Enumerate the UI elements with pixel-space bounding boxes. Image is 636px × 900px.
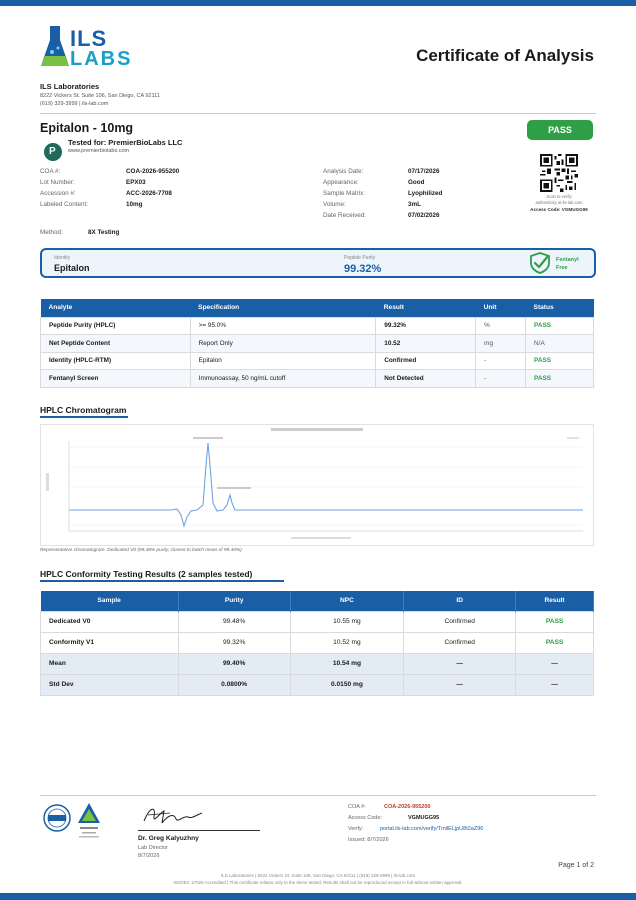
unit-cell: mg	[476, 335, 526, 353]
table-row	[41, 317, 594, 335]
analyte-cell: Identity (HPLC-RTM)	[41, 352, 191, 370]
signer-role: Lab Director	[138, 845, 168, 851]
shield-check-icon	[528, 251, 552, 275]
table-header-row	[41, 299, 594, 317]
unit-cell: -	[476, 352, 526, 370]
status-cell: PASS	[526, 317, 594, 335]
result-cell: PASS	[516, 611, 594, 632]
fentanyl-line-2: Free	[556, 265, 568, 271]
analyte-cell: Peptide Purity (HPLC)	[41, 317, 191, 335]
col-header: Sample	[41, 591, 179, 611]
stat-npc-cell: 0.0150 mg	[290, 674, 404, 695]
info-value: COA-2026-955200	[126, 168, 180, 175]
table-row	[41, 611, 594, 632]
stat-label-cell: Mean	[41, 653, 179, 674]
lab-contact: (619) 329-3999 | ils-lab.com	[40, 101, 109, 107]
analyte-cell: Net Peptide Content	[41, 335, 191, 353]
stat-npc-cell: 10.54 mg	[290, 653, 404, 674]
lab-address: 8222 Vickers St. Suite 106, San Diego, CA 92111	[40, 93, 160, 99]
document-title: Certificate of Analysis	[416, 46, 594, 65]
col-header: Result	[516, 591, 594, 611]
flask-icon	[40, 24, 70, 70]
chromatogram-title: HPLC Chromatogram	[40, 405, 127, 415]
top-accent-bar	[0, 0, 636, 6]
sample-cell: Dedicated V0	[41, 611, 179, 632]
spec-cell: Immunoassay, 50 ng/mL cutoff	[190, 370, 376, 388]
footer-line-1: ILS Laboratories | 8222 Vickers St. Suite 106, San Diego, CA 92111 | (619) 329-3999 | ils-lab.com	[220, 873, 416, 878]
footer-line-2: ISO/IEC 17025 Accredited | This certificate relates only to the items tested. Results shall not be reproduced except in full without written approval.	[173, 880, 463, 885]
status-cell: PASS	[526, 352, 594, 370]
info-label: Analysis Date:	[323, 168, 364, 175]
spec-cell: Epitalon	[190, 352, 376, 370]
col-header: Unit	[476, 299, 526, 317]
client-url[interactable]: www.premierbiolabs.com	[68, 148, 130, 154]
info-label: Volume:	[323, 201, 346, 208]
info-value: 3mL	[408, 201, 421, 208]
result-cell: 99.32%	[376, 317, 476, 335]
info-value: Lyophilized	[408, 190, 443, 197]
ils-labs-logo	[40, 24, 140, 72]
verification-label: COA #:	[348, 804, 366, 810]
issued-date: Issued: 8/7/2026	[348, 837, 389, 843]
tested-for: Tested for: PremierBioLabs LLC	[68, 138, 183, 147]
client-logo-icon	[44, 143, 62, 161]
npc-cell: 10.52 mg	[290, 632, 404, 653]
result-cell: Confirmed	[376, 352, 476, 370]
verification-label: Access Code:	[348, 815, 382, 821]
stat-row-mean	[41, 653, 594, 674]
result-cell: Not Detected	[376, 370, 476, 388]
verification-label: Verify:	[348, 826, 364, 832]
col-header: NPC	[290, 591, 404, 611]
info-value: EPX03	[126, 179, 146, 186]
lab-name: ILS Laboratories	[40, 82, 100, 91]
purity-cell: 99.32%	[178, 632, 290, 653]
info-value: Good	[408, 179, 425, 186]
table-row	[41, 632, 594, 653]
info-value: ACC-2026-7708	[126, 190, 172, 197]
chromatogram-trace	[41, 425, 593, 545]
identity-label: Identity	[54, 255, 71, 261]
status-cell: N/A	[526, 335, 594, 353]
footer-divider	[40, 795, 596, 796]
info-label: Lot Number:	[40, 179, 75, 186]
unit-cell: -	[476, 370, 526, 388]
purity-label: Peptide Purity	[344, 255, 376, 261]
chromatogram-title-underline	[40, 416, 128, 418]
qr-access-code: Access Code: VGMUGG95	[530, 207, 588, 212]
analyte-cell: Fentanyl Screen	[41, 370, 191, 388]
fentanyl-line-1: Fentanyl	[556, 257, 579, 263]
page-number: Page 1 of 2	[558, 862, 594, 869]
summary-box	[40, 248, 596, 278]
qr-caption-2: authenticity at ils-lab.com	[535, 200, 583, 205]
stat-result-cell: —	[516, 674, 594, 695]
method-label: Method:	[40, 229, 63, 236]
pjla-accreditation-logo-icon	[76, 801, 102, 841]
bottom-accent-bar	[0, 893, 636, 900]
chromatogram-image	[40, 424, 594, 546]
method-value: 8X Testing	[88, 229, 120, 236]
info-value: 10mg	[126, 201, 143, 208]
spec-cell: >= 95.0%	[190, 317, 376, 335]
fentanyl-free-badge	[556, 256, 579, 272]
stat-purity-cell: 0.0800%	[178, 674, 290, 695]
info-label: Sample Matrix:	[323, 190, 365, 197]
stat-id-cell: —	[404, 674, 516, 695]
col-header: Analyte	[41, 299, 191, 317]
info-value: 07/17/2026	[408, 168, 440, 175]
signature-line	[138, 830, 260, 831]
verification-value: COA-2026-955200	[384, 804, 431, 810]
id-cell: Confirmed	[404, 632, 516, 653]
table-row	[41, 335, 594, 353]
ilac-mra-logo-icon	[42, 803, 72, 833]
signature-image	[140, 803, 210, 829]
status-cell: PASS	[526, 370, 594, 388]
result-cell: 10.52	[376, 335, 476, 353]
info-label: Date Received:	[323, 212, 367, 219]
table-header-row	[41, 591, 594, 611]
identity-value: Epitalon	[54, 263, 90, 273]
info-label: COA #:	[40, 168, 61, 175]
sample-cell: Conformity V1	[41, 632, 179, 653]
col-header: Purity	[178, 591, 290, 611]
header-divider	[40, 113, 596, 114]
id-cell: Confirmed	[404, 611, 516, 632]
logo-ils-text: ILS	[70, 26, 108, 51]
npc-cell: 10.55 mg	[290, 611, 404, 632]
results-table	[40, 299, 594, 388]
signer-date: 8/7/2026	[138, 853, 160, 859]
stat-id-cell: —	[404, 653, 516, 674]
col-header: Status	[526, 299, 594, 317]
col-header: Specification	[190, 299, 376, 317]
qr-code-icon[interactable]	[540, 154, 578, 192]
purity-cell: 99.48%	[178, 611, 290, 632]
qr-caption-1: Scan to verify	[546, 194, 572, 199]
client-logo-letter: P	[49, 146, 56, 157]
verification-value: VGMUGG95	[408, 815, 440, 821]
signer-name: Dr. Greg Kalyuzhny	[138, 835, 199, 842]
info-label: Appearance:	[323, 179, 359, 186]
purity-value: 99.32%	[344, 263, 382, 275]
stat-purity-cell: 99.40%	[178, 653, 290, 674]
conformity-title: HPLC Conformity Testing Results (2 samples tested)	[40, 569, 253, 579]
stat-result-cell: —	[516, 653, 594, 674]
verify-link[interactable]: portal.ils-lab.com/verify/TmilELjpU8t2aZ96	[380, 826, 484, 832]
spec-cell: Report Only	[190, 335, 376, 353]
info-value: 07/02/2026	[408, 212, 440, 219]
info-label: Labeled Content:	[40, 201, 88, 208]
table-row	[41, 370, 594, 388]
col-header: ID	[404, 591, 516, 611]
result-cell: PASS	[516, 632, 594, 653]
chromatogram-caption: Representative chromatogram. Dedicated V0 (99.48% purity, closest to batch mean of 99.40%)	[40, 548, 242, 553]
info-label: Accession #:	[40, 190, 76, 197]
product-title: Epitalon - 10mg	[40, 121, 134, 135]
col-header: Result	[376, 299, 476, 317]
unit-cell: %	[476, 317, 526, 335]
conformity-table	[40, 591, 594, 696]
overall-status-badge: PASS	[527, 120, 593, 140]
stat-row-stddev	[41, 674, 594, 695]
stat-label-cell: Std Dev	[41, 674, 179, 695]
table-row	[41, 352, 594, 370]
conformity-title-underline	[40, 580, 284, 582]
logo-labs-text: LABS	[70, 48, 133, 70]
